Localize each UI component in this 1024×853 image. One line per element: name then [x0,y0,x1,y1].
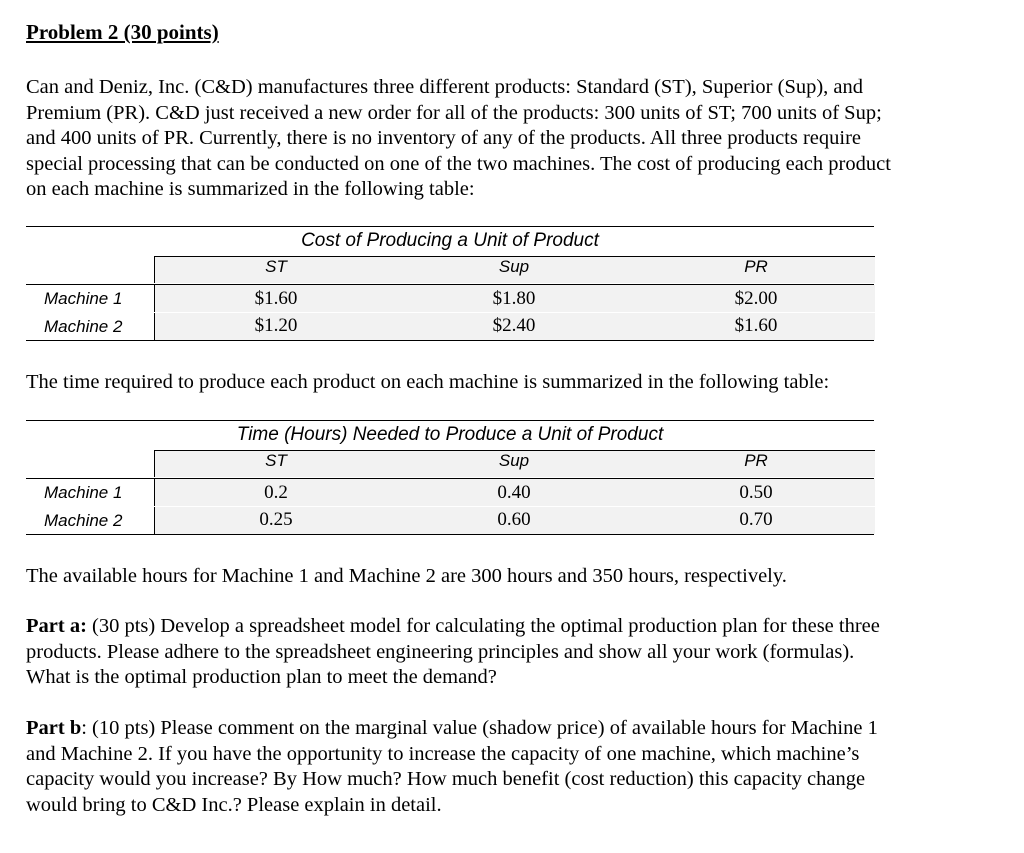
table-caption: Cost of Producing a Unit of Product [301,230,599,251]
table-top-rule [26,420,874,421]
problem-title: Problem 2 (30 points) [26,20,219,44]
row-label-machine-2: Machine 2 [44,511,123,530]
part-b-text: : (10 pts) Please comment on the marginal value (shadow price) of available hours for Machine 1 [81,717,878,739]
intro-paragraph [26,75,1006,203]
column-header-st: ST [265,257,287,276]
part-b-line: and Machine 2. If you have the opportunity to increase the capacity of one machine, which machine’s [26,742,860,765]
column-header-pr: PR [744,257,768,276]
column-header-pr: PR [744,451,768,470]
table-cell: $1.20 [254,315,298,336]
table-cell: 0.60 [497,509,531,530]
part-a-paragraph [26,614,1006,691]
table-bottom-rule [26,534,874,535]
hours-note: The available hours for Machine 1 and Machine 2 are 300 hours and 350 hours, respectively. [26,565,787,587]
row-label-machine-1: Machine 1 [44,483,123,502]
row-label-machine-2: Machine 2 [44,317,123,336]
column-header-sup: Sup [498,451,530,470]
part-a-line: products. Please adhere to the spreadsheet engineering principles and show all your work (formulas). [26,640,855,663]
part-a-line: What is the optimal production plan to meet the demand? [26,666,497,688]
intro-line: Premium (PR). C&D just received a new order for all of the products: 300 units of ST; 700 units of Sup; [26,101,882,124]
part-b-line [26,716,1006,742]
table-top-rule [26,226,874,227]
intro-line: special processing that can be conducted on one of the two machines. The cost of producing each product [26,152,891,175]
column-header-sup: Sup [498,257,530,276]
table-cell: 0.25 [259,509,293,530]
table-cell: 0.40 [497,482,531,503]
intro-line: and 400 units of PR. Currently, there is no inventory of any of the products. All three products require [26,127,862,149]
time-table [26,420,874,536]
part-b-line: capacity would you increase? By How much? How much benefit (cost reduction) this capacity change [26,768,866,790]
part-b-label: Part b [26,717,82,739]
column-header-st: ST [265,451,287,470]
part-a-line [26,614,1006,640]
table-cell: $1.80 [492,288,536,309]
part-b-paragraph [26,716,1006,818]
table-cell: $2.00 [734,288,778,309]
time-intro-paragraph: The time required to produce each product on each machine is summarized in the following table: [26,371,830,393]
intro-line: on each machine is summarized in the following table: [26,178,475,200]
part-a-label: Part a: [26,615,87,637]
table-cell: $1.60 [734,315,778,336]
table-bottom-rule [26,340,874,341]
row-label-machine-1: Machine 1 [44,289,123,308]
table-cell: $2.40 [492,315,536,336]
table-cell: 0.50 [739,482,773,503]
intro-line: Can and Deniz, Inc. (C&D) manufactures three different products: Standard (ST), Superior (Sup), and [26,76,864,98]
table-caption: Time (Hours) Needed to Produce a Unit of Product [236,424,664,445]
part-b-line: would bring to C&D Inc.? Please explain in detail. [26,793,442,816]
table-cell: 0.70 [739,509,773,530]
part-a-text: (30 pts) Develop a spreadsheet model for calculating the optimal production plan for these three [86,615,880,637]
cost-table [26,226,874,342]
table-cell: 0.2 [264,482,288,503]
table-cell: $1.60 [254,288,298,309]
